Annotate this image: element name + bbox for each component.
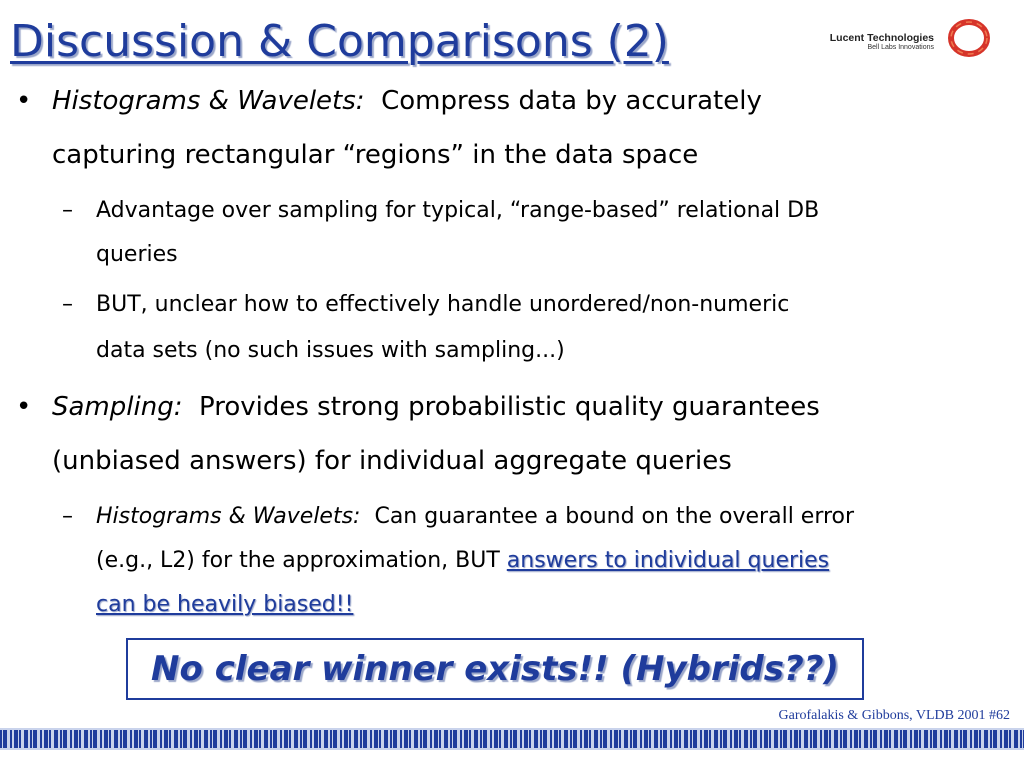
sub-2-1-plain: (e.g., L2) for the approximation, BUT xyxy=(96,548,507,573)
sub-2-1-text: Can guarantee a bound on the overall error xyxy=(374,504,855,529)
bullet-1-line-2: capturing rectangular “regions” in the data space xyxy=(52,140,699,170)
bullet-marker: • xyxy=(16,86,32,116)
bullet-1-text: Compress data by accurately xyxy=(381,86,762,116)
bullet-2-line-1 xyxy=(52,392,820,422)
sub-1-1-line-1: Advantage over sampling for typical, “range-based” relational DB xyxy=(96,198,820,223)
bullet-2-line-2: (unbiased answers) for individual aggregate queries xyxy=(52,446,732,476)
decorative-barcode-strip xyxy=(0,728,1024,750)
sub-2-1-highlight: answers to individual queries xyxy=(506,548,830,573)
bullet-2-lead: Sampling: xyxy=(52,392,183,422)
sub-1-2-line-1: BUT, unclear how to effectively handle unordered/non-numeric xyxy=(96,292,790,317)
bullet-1-line-1 xyxy=(52,86,762,116)
sub-2-1-line-2 xyxy=(96,548,829,573)
sub-1-2-line-2: data sets (no such issues with sampling...) xyxy=(96,338,565,363)
logo-tagline: Bell Labs Innovations xyxy=(867,44,934,51)
sub-bullet-marker: – xyxy=(62,198,73,223)
sub-bullet-marker: – xyxy=(62,504,73,529)
innovation-ring-icon xyxy=(944,16,994,60)
sub-2-1-line-3 xyxy=(96,592,353,617)
bullet-2-text: Provides strong probabilistic quality guarantees xyxy=(199,392,820,422)
sub-2-1-lead: Histograms & Wavelets: xyxy=(96,504,361,529)
slide-footer: Garofalakis & Gibbons, VLDB 2001 #62 xyxy=(778,708,1010,723)
bullet-marker: • xyxy=(16,392,32,422)
slide-title: Discussion & Comparisons (2) xyxy=(10,16,669,67)
lucent-logo xyxy=(808,14,998,60)
sub-2-1-highlight-2: can be heavily biased!! xyxy=(96,592,354,617)
sub-2-1-line-1 xyxy=(96,504,854,529)
conclusion-box xyxy=(126,638,864,700)
bullet-1-lead: Histograms & Wavelets: xyxy=(52,86,365,116)
conclusion-text: No clear winner exists!! (Hybrids??) xyxy=(151,649,839,689)
sub-1-1-line-2: queries xyxy=(96,242,178,267)
sub-bullet-marker: – xyxy=(62,292,73,317)
logo-company-name: Lucent Technologies xyxy=(829,32,934,44)
